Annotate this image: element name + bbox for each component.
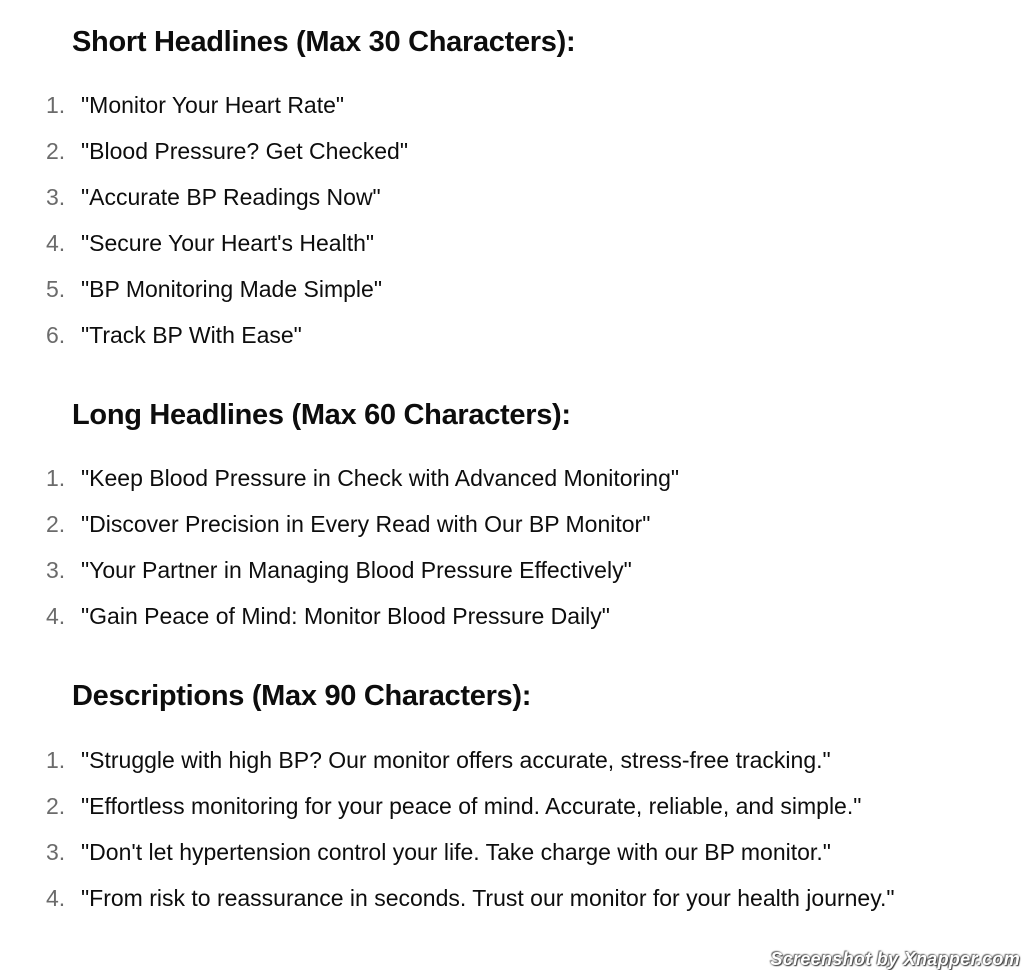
section-heading-descriptions: Descriptions (Max 90 Characters): xyxy=(72,680,532,712)
list-number: 3. xyxy=(46,839,66,865)
list-item-text: "Secure Your Heart's Health" xyxy=(81,230,375,256)
list-item-text: "Discover Precision in Every Read with Our BP Monitor" xyxy=(81,511,651,537)
list-item-text: "Monitor Your Heart Rate" xyxy=(81,92,345,118)
list-number: 2. xyxy=(46,511,66,537)
list-item-text: "Your Partner in Managing Blood Pressure Effectively" xyxy=(81,557,632,583)
list-number: 6. xyxy=(46,322,66,348)
list-number: 3. xyxy=(46,184,66,210)
section-heading-long-headlines: Long Headlines (Max 60 Characters): xyxy=(72,399,571,431)
list-number: 2. xyxy=(46,138,66,164)
list-number: 1. xyxy=(46,92,66,118)
list-item-text: "Keep Blood Pressure in Check with Advanced Monitoring" xyxy=(81,465,680,491)
list-item-text: "Struggle with high BP? Our monitor offers accurate, stress-free tracking." xyxy=(81,747,831,773)
list-number: 4. xyxy=(46,885,66,911)
list-number: 3. xyxy=(46,557,66,583)
list-number: 4. xyxy=(46,603,66,629)
list-item-text: "Gain Peace of Mind: Monitor Blood Pressure Daily" xyxy=(81,603,610,629)
list-item-text: "Don't let hypertension control your life. Take charge with our BP monitor." xyxy=(81,839,831,865)
watermark: Screenshot by Xnapper.com xyxy=(770,949,1020,969)
list-item-text: "Effortless monitoring for your peace of mind. Accurate, reliable, and simple." xyxy=(81,793,862,819)
list-number: 5. xyxy=(46,276,66,302)
list-item-text: "Blood Pressure? Get Checked" xyxy=(81,138,408,164)
list-number: 2. xyxy=(46,793,66,819)
list-number: 1. xyxy=(46,465,66,491)
list-item-text: "Track BP With Ease" xyxy=(81,322,302,348)
list-item-text: "BP Monitoring Made Simple" xyxy=(81,276,382,302)
list-number: 1. xyxy=(46,747,66,773)
list-number: 4. xyxy=(46,230,66,256)
section-heading-short-headlines: Short Headlines (Max 30 Characters): xyxy=(72,26,576,58)
list-item-text: "Accurate BP Readings Now" xyxy=(81,184,381,210)
list-item-text: "From risk to reassurance in seconds. Trust our monitor for your health journey." xyxy=(81,885,895,911)
